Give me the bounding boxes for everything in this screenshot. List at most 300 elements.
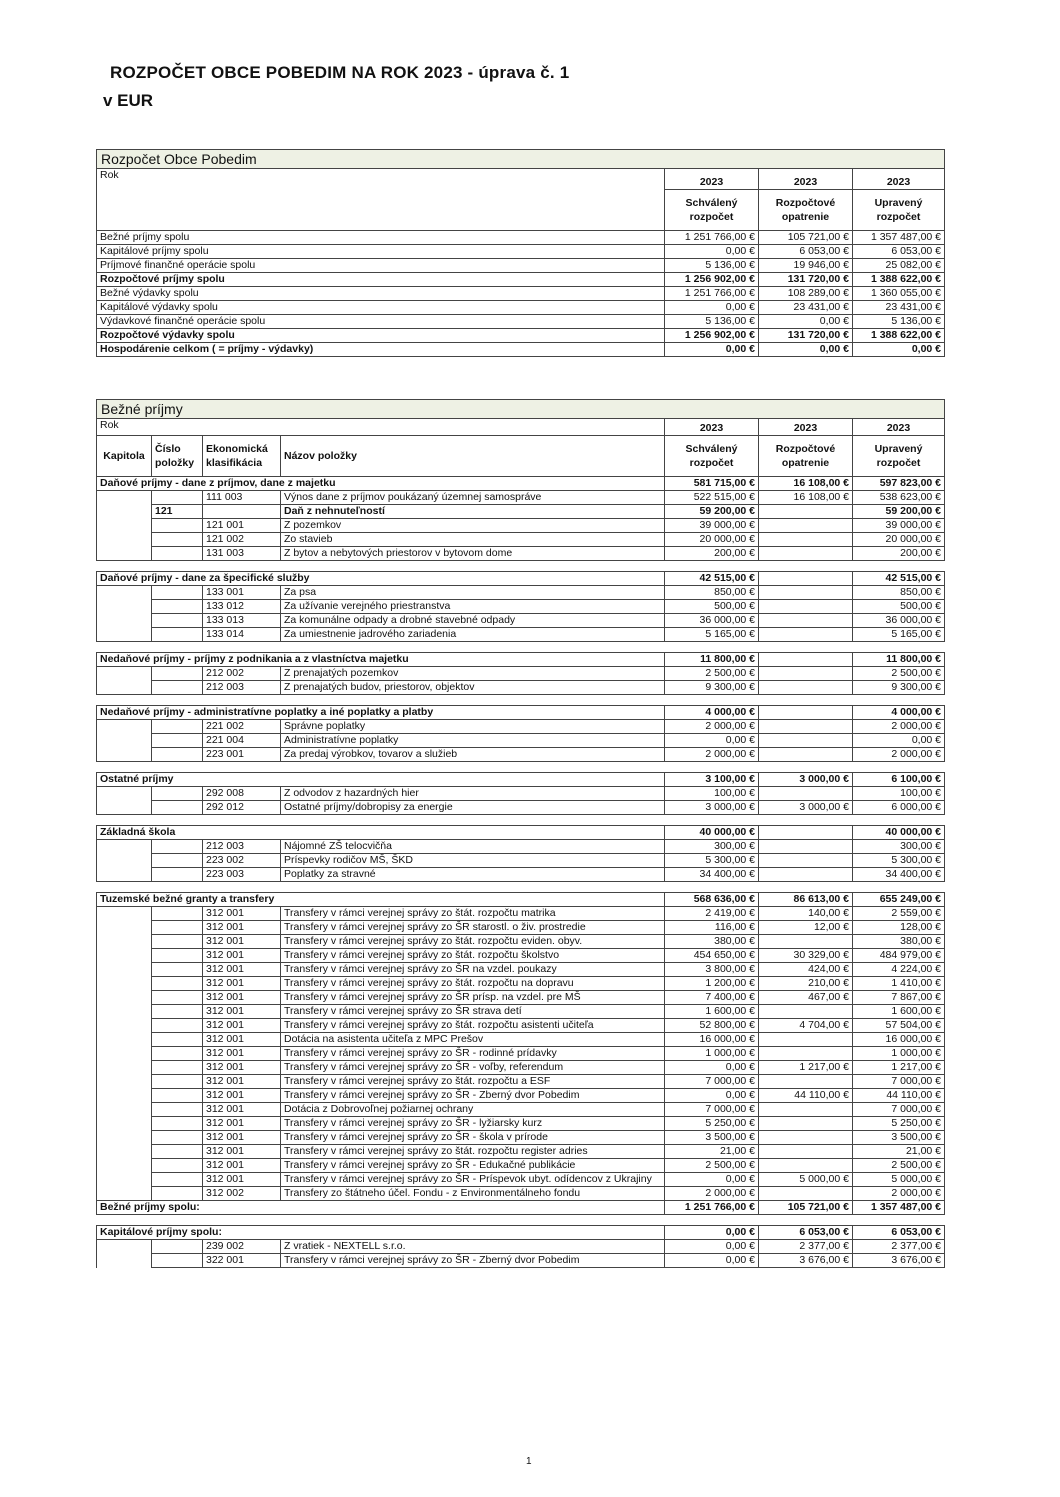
item-value: 140,00 €	[759, 907, 853, 921]
cislo-cell	[152, 1033, 203, 1047]
item-value: 2 377,00 €	[853, 1240, 945, 1254]
item-value: 2 000,00 €	[853, 1187, 945, 1201]
cislo-cell	[152, 734, 203, 748]
item-row	[97, 667, 945, 681]
item-value: 5 165,00 €	[853, 628, 945, 642]
ek-cell: 312 001	[203, 1131, 281, 1145]
section-label: Nedaňové príjmy - príjmy z podnikania a z vlastníctva majetku	[97, 653, 665, 667]
item-value: 5 300,00 €	[665, 854, 759, 868]
ek-cell: 292 008	[203, 787, 281, 801]
kapitola-cell	[97, 801, 152, 815]
item-value: 484 979,00 €	[853, 949, 945, 963]
cislo-cell	[152, 1240, 203, 1254]
nazov-cell: Z pozemkov	[281, 519, 665, 533]
item-value	[759, 935, 853, 949]
item-value	[759, 1005, 853, 1019]
section-value	[759, 826, 853, 840]
kapitola-cell	[97, 977, 152, 991]
section-row	[97, 477, 945, 491]
item-value: 2 500,00 €	[853, 1159, 945, 1173]
item-value	[759, 1117, 853, 1131]
ek-cell: 312 001	[203, 991, 281, 1005]
item-row	[97, 1033, 945, 1047]
summary-colhead-adjusted: Upravený rozpočet	[853, 190, 945, 231]
item-value	[759, 734, 853, 748]
item-value: 1 000,00 €	[853, 1047, 945, 1061]
nazov-cell: Za psa	[281, 586, 665, 600]
item-value: 0,00 €	[665, 1254, 759, 1268]
summary-row-value: 131 720,00 €	[759, 273, 853, 287]
item-value: 34 400,00 €	[665, 868, 759, 882]
item-value: 454 650,00 €	[665, 949, 759, 963]
summary-row-value: 6 053,00 €	[853, 245, 945, 259]
nazov-cell: Príspevky rodičov MŠ, ŠKD	[281, 854, 665, 868]
section-value: 6 053,00 €	[759, 1226, 853, 1240]
item-value: 0,00 €	[665, 1061, 759, 1075]
nazov-cell: Transfery v rámci verejnej správy zo ŠR strava detí	[281, 1005, 665, 1019]
cislo-cell	[152, 977, 203, 991]
item-value: 3 676,00 €	[759, 1254, 853, 1268]
spacer-cell	[97, 815, 945, 826]
item-value	[759, 1187, 853, 1201]
item-value: 522 515,00 €	[665, 491, 759, 505]
summary-row-value: 1 388 622,00 €	[853, 329, 945, 343]
section-row	[97, 706, 945, 720]
item-row	[97, 1089, 945, 1103]
ek-cell: 312 001	[203, 1061, 281, 1075]
item-value: 200,00 €	[853, 547, 945, 561]
item-value: 4 704,00 €	[759, 1019, 853, 1033]
ek-cell: 133 013	[203, 614, 281, 628]
kapitola-cell	[97, 921, 152, 935]
item-value	[759, 720, 853, 734]
item-row	[97, 600, 945, 614]
item-value: 7 000,00 €	[853, 1103, 945, 1117]
item-value: 44 110,00 €	[853, 1089, 945, 1103]
cislo-cell	[152, 1019, 203, 1033]
kapitola-cell	[97, 787, 152, 801]
item-value: 1 600,00 €	[853, 1005, 945, 1019]
nazov-cell: Transfery v rámci verejnej správy zo štát. rozpočtu a ESF	[281, 1075, 665, 1089]
section-label: Nedaňové príjmy - administratívne poplatky a iné poplatky a platby	[97, 706, 665, 720]
item-value: 39 000,00 €	[665, 519, 759, 533]
cislo-cell	[152, 907, 203, 921]
ek-cell: 131 003	[203, 547, 281, 561]
item-value: 20 000,00 €	[853, 533, 945, 547]
kapitola-cell	[97, 868, 152, 882]
nazov-cell: Transfery v rámci verejnej správy zo štát. rozpočtu matrika	[281, 907, 665, 921]
cislo-cell	[152, 1187, 203, 1201]
item-value: 2 000,00 €	[853, 748, 945, 762]
item-value: 100,00 €	[665, 787, 759, 801]
nazov-cell: Transfery v rámci verejnej správy zo ŠR - Zberný dvor Pobedim	[281, 1254, 665, 1268]
nazov-cell: Za umiestnenie jadrového zariadenia	[281, 628, 665, 642]
summary-row-value: 1 256 902,00 €	[665, 273, 759, 287]
summary-row-label: Rozpočtové príjmy spolu	[97, 273, 665, 287]
item-value: 0,00 €	[853, 734, 945, 748]
summary-row-label: Výdavkové finančné operácie spolu	[97, 315, 665, 329]
item-value: 36 000,00 €	[853, 614, 945, 628]
item-value: 500,00 €	[853, 600, 945, 614]
item-value: 59 200,00 €	[665, 505, 759, 519]
summary-row-value: 5 136,00 €	[853, 315, 945, 329]
item-value	[759, 600, 853, 614]
ek-cell: 312 001	[203, 1005, 281, 1019]
section-value: 3 100,00 €	[665, 773, 759, 787]
item-value: 4 224,00 €	[853, 963, 945, 977]
nazov-cell: Transfery v rámci verejnej správy zo štát. rozpočtu asistenti učiteľa	[281, 1019, 665, 1033]
nazov-cell: Transfery v rámci verejnej správy zo ŠR - škola v prírode	[281, 1131, 665, 1145]
summary-row-value: 0,00 €	[759, 343, 853, 357]
ek-cell: 121 001	[203, 519, 281, 533]
nazov-cell: Z prenajatých pozemkov	[281, 667, 665, 681]
item-value: 300,00 €	[665, 840, 759, 854]
kapitola-cell	[97, 907, 152, 921]
item-value	[759, 586, 853, 600]
item-row	[97, 1145, 945, 1159]
ek-cell: 133 012	[203, 600, 281, 614]
section-value: 40 000,00 €	[665, 826, 759, 840]
summary-row	[97, 329, 945, 343]
summary-row-label: Hospodárenie celkom ( = príjmy - výdavky)	[97, 343, 665, 357]
summary-row-value: 105 721,00 €	[759, 231, 853, 245]
income-heading: Bežné príjmy	[97, 400, 945, 419]
item-row	[97, 519, 945, 533]
ek-cell: 312 001	[203, 1103, 281, 1117]
ek-cell: 223 003	[203, 868, 281, 882]
kapitola-cell	[97, 748, 152, 762]
cislo-cell	[152, 949, 203, 963]
nazov-cell: Z odvodov z hazardných hier	[281, 787, 665, 801]
item-value: 538 623,00 €	[853, 491, 945, 505]
nazov-cell: Transfery v rámci verejnej správy zo ŠR - voľby, referendum	[281, 1061, 665, 1075]
item-value: 20 000,00 €	[665, 533, 759, 547]
item-value	[759, 547, 853, 561]
item-row	[97, 1075, 945, 1089]
item-row	[97, 1061, 945, 1075]
kapitola-cell	[97, 519, 152, 533]
summary-row-value: 0,00 €	[759, 315, 853, 329]
item-value: 380,00 €	[665, 935, 759, 949]
summary-year-1: 2023	[665, 169, 759, 190]
summary-row-label: Bežné príjmy spolu	[97, 231, 665, 245]
item-row	[97, 1103, 945, 1117]
cislo-cell	[152, 681, 203, 695]
item-value	[759, 1131, 853, 1145]
item-row	[97, 547, 945, 561]
section-row	[97, 826, 945, 840]
item-value: 3 000,00 €	[759, 801, 853, 815]
ek-cell: 111 003	[203, 491, 281, 505]
item-value: 39 000,00 €	[853, 519, 945, 533]
ek-cell: 312 001	[203, 963, 281, 977]
cislo-cell	[152, 935, 203, 949]
nazov-cell: Za komunálne odpady a drobné stavebné odpady	[281, 614, 665, 628]
nazov-cell: Transfery v rámci verejnej správy zo štát. rozpočtu register adries	[281, 1145, 665, 1159]
ek-cell: 239 002	[203, 1240, 281, 1254]
kapitola-cell	[97, 667, 152, 681]
cislo-cell	[152, 667, 203, 681]
item-value: 12,00 €	[759, 921, 853, 935]
item-row	[97, 1254, 945, 1268]
item-value	[759, 840, 853, 854]
summary-row-value: 0,00 €	[665, 245, 759, 259]
kapitola-cell	[97, 505, 152, 519]
ek-cell: 312 001	[203, 1159, 281, 1173]
nazov-cell: Transfery zo štátneho účel. Fondu - z Environmentálneho fondu	[281, 1187, 665, 1201]
income-colhead-approved: Schválený rozpočet	[665, 436, 759, 477]
item-row	[97, 586, 945, 600]
kapitola-cell	[97, 1075, 152, 1089]
ek-cell: 212 002	[203, 667, 281, 681]
summary-row-value: 0,00 €	[853, 343, 945, 357]
nazov-cell: Nájomné ZŠ telocvičňa	[281, 840, 665, 854]
section-value: 42 515,00 €	[853, 572, 945, 586]
income-year-2: 2023	[759, 419, 853, 436]
summary-row-value: 25 082,00 €	[853, 259, 945, 273]
cislo-cell	[152, 1159, 203, 1173]
cislo-cell	[152, 1254, 203, 1268]
item-value: 0,00 €	[665, 1089, 759, 1103]
section-row	[97, 773, 945, 787]
summary-colhead-measure: Rozpočtové opatrenie	[759, 190, 853, 231]
ek-cell: 312 001	[203, 1089, 281, 1103]
cislo-cell	[152, 1103, 203, 1117]
section-value: 4 000,00 €	[665, 706, 759, 720]
summary-row	[97, 259, 945, 273]
summary-table	[96, 149, 945, 357]
cislo-cell	[152, 720, 203, 734]
item-value: 7 400,00 €	[665, 991, 759, 1005]
nazov-cell: Transfery v rámci verejnej správy zo ŠR - Zberný dvor Pobedim	[281, 1089, 665, 1103]
section-value: 0,00 €	[665, 1226, 759, 1240]
item-row	[97, 1240, 945, 1254]
item-value: 21,00 €	[665, 1145, 759, 1159]
summary-year-3: 2023	[853, 169, 945, 190]
summary-row-value: 19 946,00 €	[759, 259, 853, 273]
summary-row	[97, 273, 945, 287]
item-value: 5 000,00 €	[759, 1173, 853, 1187]
item-row	[97, 868, 945, 882]
nazov-cell: Transfery v rámci verejnej správy zo ŠR - lyžiarsky kurz	[281, 1117, 665, 1131]
item-value	[759, 854, 853, 868]
kapitola-cell	[97, 1117, 152, 1131]
document-title: ROZPOČET OBCE POBEDIM NA ROK 2023 - úprava č. 1	[110, 63, 570, 82]
item-row	[97, 840, 945, 854]
cislo-cell	[152, 868, 203, 882]
ek-cell: 223 001	[203, 748, 281, 762]
spacer-row	[97, 762, 945, 773]
spacer-row	[97, 642, 945, 653]
item-value: 850,00 €	[853, 586, 945, 600]
summary-row-value: 5 136,00 €	[665, 315, 759, 329]
cislo-cell	[152, 801, 203, 815]
ek-cell: 312 001	[203, 1117, 281, 1131]
item-value: 467,00 €	[759, 991, 853, 1005]
section-value: 1 251 766,00 €	[665, 1201, 759, 1215]
income-colhead-kapitola: Kapitola	[97, 436, 152, 477]
income-colhead-adjusted: Upravený rozpočet	[853, 436, 945, 477]
cislo-cell	[152, 586, 203, 600]
item-value	[759, 628, 853, 642]
kapitola-cell	[97, 547, 152, 561]
ek-cell: 312 001	[203, 921, 281, 935]
income-colhead-ek: Ekonomická klasifikácia	[203, 436, 281, 477]
summary-row-value: 0,00 €	[665, 301, 759, 315]
kapitola-cell	[97, 1103, 152, 1117]
summary-row-value: 108 289,00 €	[759, 287, 853, 301]
item-value: 2 000,00 €	[665, 748, 759, 762]
item-value: 3 000,00 €	[665, 801, 759, 815]
section-value: 6 053,00 €	[853, 1226, 945, 1240]
item-value: 128,00 €	[853, 921, 945, 935]
item-row	[97, 628, 945, 642]
kapitola-cell	[97, 600, 152, 614]
kapitola-cell	[97, 935, 152, 949]
kapitola-cell	[97, 1061, 152, 1075]
item-row	[97, 681, 945, 695]
item-value: 16 108,00 €	[759, 491, 853, 505]
section-value: 86 613,00 €	[759, 893, 853, 907]
kapitola-cell	[97, 854, 152, 868]
item-value: 200,00 €	[665, 547, 759, 561]
item-value	[759, 1159, 853, 1173]
kapitola-cell	[97, 1019, 152, 1033]
kapitola-cell	[97, 681, 152, 695]
summary-row-value: 1 360 055,00 €	[853, 287, 945, 301]
item-value: 2 000,00 €	[853, 720, 945, 734]
section-row	[97, 572, 945, 586]
item-value	[759, 667, 853, 681]
summary-heading: Rozpočet Obce Pobedim	[97, 150, 945, 169]
item-value: 5 300,00 €	[853, 854, 945, 868]
summary-row	[97, 231, 945, 245]
summary-row	[97, 245, 945, 259]
page-number: 1	[526, 1456, 532, 1467]
item-row	[97, 1117, 945, 1131]
item-value: 424,00 €	[759, 963, 853, 977]
nazov-cell: Transfery v rámci verejnej správy zo ŠR starostl. o živ. prostredie	[281, 921, 665, 935]
section-value: 655 249,00 €	[853, 893, 945, 907]
ek-cell: 312 001	[203, 907, 281, 921]
income-colhead-measure: Rozpočtové opatrenie	[759, 436, 853, 477]
item-value: 2 000,00 €	[665, 720, 759, 734]
cislo-cell	[152, 1005, 203, 1019]
item-value: 2 000,00 €	[665, 1187, 759, 1201]
item-value: 44 110,00 €	[759, 1089, 853, 1103]
cislo-cell	[152, 1047, 203, 1061]
item-value	[759, 1047, 853, 1061]
section-label: Základná škola	[97, 826, 665, 840]
nazov-cell: Transfery v rámci verejnej správy zo štát. rozpočtu na dopravu	[281, 977, 665, 991]
item-row	[97, 1019, 945, 1033]
item-value: 1 200,00 €	[665, 977, 759, 991]
item-value: 2 419,00 €	[665, 907, 759, 921]
item-value: 5 000,00 €	[853, 1173, 945, 1187]
item-row	[97, 1173, 945, 1187]
nazov-cell: Zo stavieb	[281, 533, 665, 547]
cislo-cell	[152, 628, 203, 642]
nazov-cell: Správne poplatky	[281, 720, 665, 734]
spacer-cell	[97, 762, 945, 773]
item-row	[97, 491, 945, 505]
nazov-cell: Transfery v rámci verejnej správy zo ŠR prísp. na vzdel. pre MŠ	[281, 991, 665, 1005]
item-value	[759, 519, 853, 533]
section-value: 597 823,00 €	[853, 477, 945, 491]
ek-cell: 312 001	[203, 935, 281, 949]
item-value: 3 500,00 €	[665, 1131, 759, 1145]
cislo-cell	[152, 547, 203, 561]
summary-row-value: 0,00 €	[665, 343, 759, 357]
section-value: 40 000,00 €	[853, 826, 945, 840]
ek-cell: 312 001	[203, 1047, 281, 1061]
item-value: 5 250,00 €	[853, 1117, 945, 1131]
summary-row	[97, 287, 945, 301]
kapitola-cell	[97, 533, 152, 547]
item-value: 0,00 €	[665, 1173, 759, 1187]
cislo-cell	[152, 614, 203, 628]
ek-cell: 212 003	[203, 681, 281, 695]
cislo-cell	[152, 1131, 203, 1145]
ek-cell: 133 001	[203, 586, 281, 600]
income-colhead-cislo: Číslo položky	[152, 436, 203, 477]
kapitola-cell	[97, 1047, 152, 1061]
item-value	[759, 1075, 853, 1089]
cislo-cell	[152, 491, 203, 505]
item-value: 2 559,00 €	[853, 907, 945, 921]
summary-blank	[97, 190, 665, 231]
summary-colhead-approved: Schválený rozpočet	[665, 190, 759, 231]
summary-row-label: Rozpočtové výdavky spolu	[97, 329, 665, 343]
summary-row	[97, 343, 945, 357]
total-label: Bežné príjmy spolu:	[97, 1201, 665, 1215]
summary-row-label: Kapitálové príjmy spolu	[97, 245, 665, 259]
item-value	[759, 1033, 853, 1047]
section-label: Daňové príjmy - dane za špecifické služby	[97, 572, 665, 586]
item-row	[97, 787, 945, 801]
kapitola-cell	[97, 1005, 152, 1019]
cislo-cell	[152, 963, 203, 977]
kapitola-cell	[97, 840, 152, 854]
cislo-cell	[152, 1173, 203, 1187]
item-row	[97, 748, 945, 762]
section-value: 105 721,00 €	[759, 1201, 853, 1215]
item-value: 16 000,00 €	[665, 1033, 759, 1047]
spacer-cell	[97, 642, 945, 653]
item-value: 3 800,00 €	[665, 963, 759, 977]
item-row	[97, 963, 945, 977]
cislo-cell	[152, 519, 203, 533]
total-row	[97, 1201, 945, 1215]
cislo-cell	[152, 1145, 203, 1159]
item-value: 7 867,00 €	[853, 991, 945, 1005]
nazov-cell: Za predaj výrobkov, tovarov a služieb	[281, 748, 665, 762]
item-value: 21,00 €	[853, 1145, 945, 1159]
spacer-row	[97, 882, 945, 893]
item-value: 1 000,00 €	[665, 1047, 759, 1061]
item-value	[759, 868, 853, 882]
summary-row-value: 23 431,00 €	[759, 301, 853, 315]
item-row	[97, 614, 945, 628]
summary-row-value: 1 256 902,00 €	[665, 329, 759, 343]
item-row	[97, 734, 945, 748]
kapitola-cell	[97, 1159, 152, 1173]
section-value: 42 515,00 €	[665, 572, 759, 586]
nazov-cell: Transfery v rámci verejnej správy zo štát. rozpočtu eviden. obyv.	[281, 935, 665, 949]
item-value: 5 165,00 €	[665, 628, 759, 642]
item-value: 57 504,00 €	[853, 1019, 945, 1033]
section-value: 4 000,00 €	[853, 706, 945, 720]
